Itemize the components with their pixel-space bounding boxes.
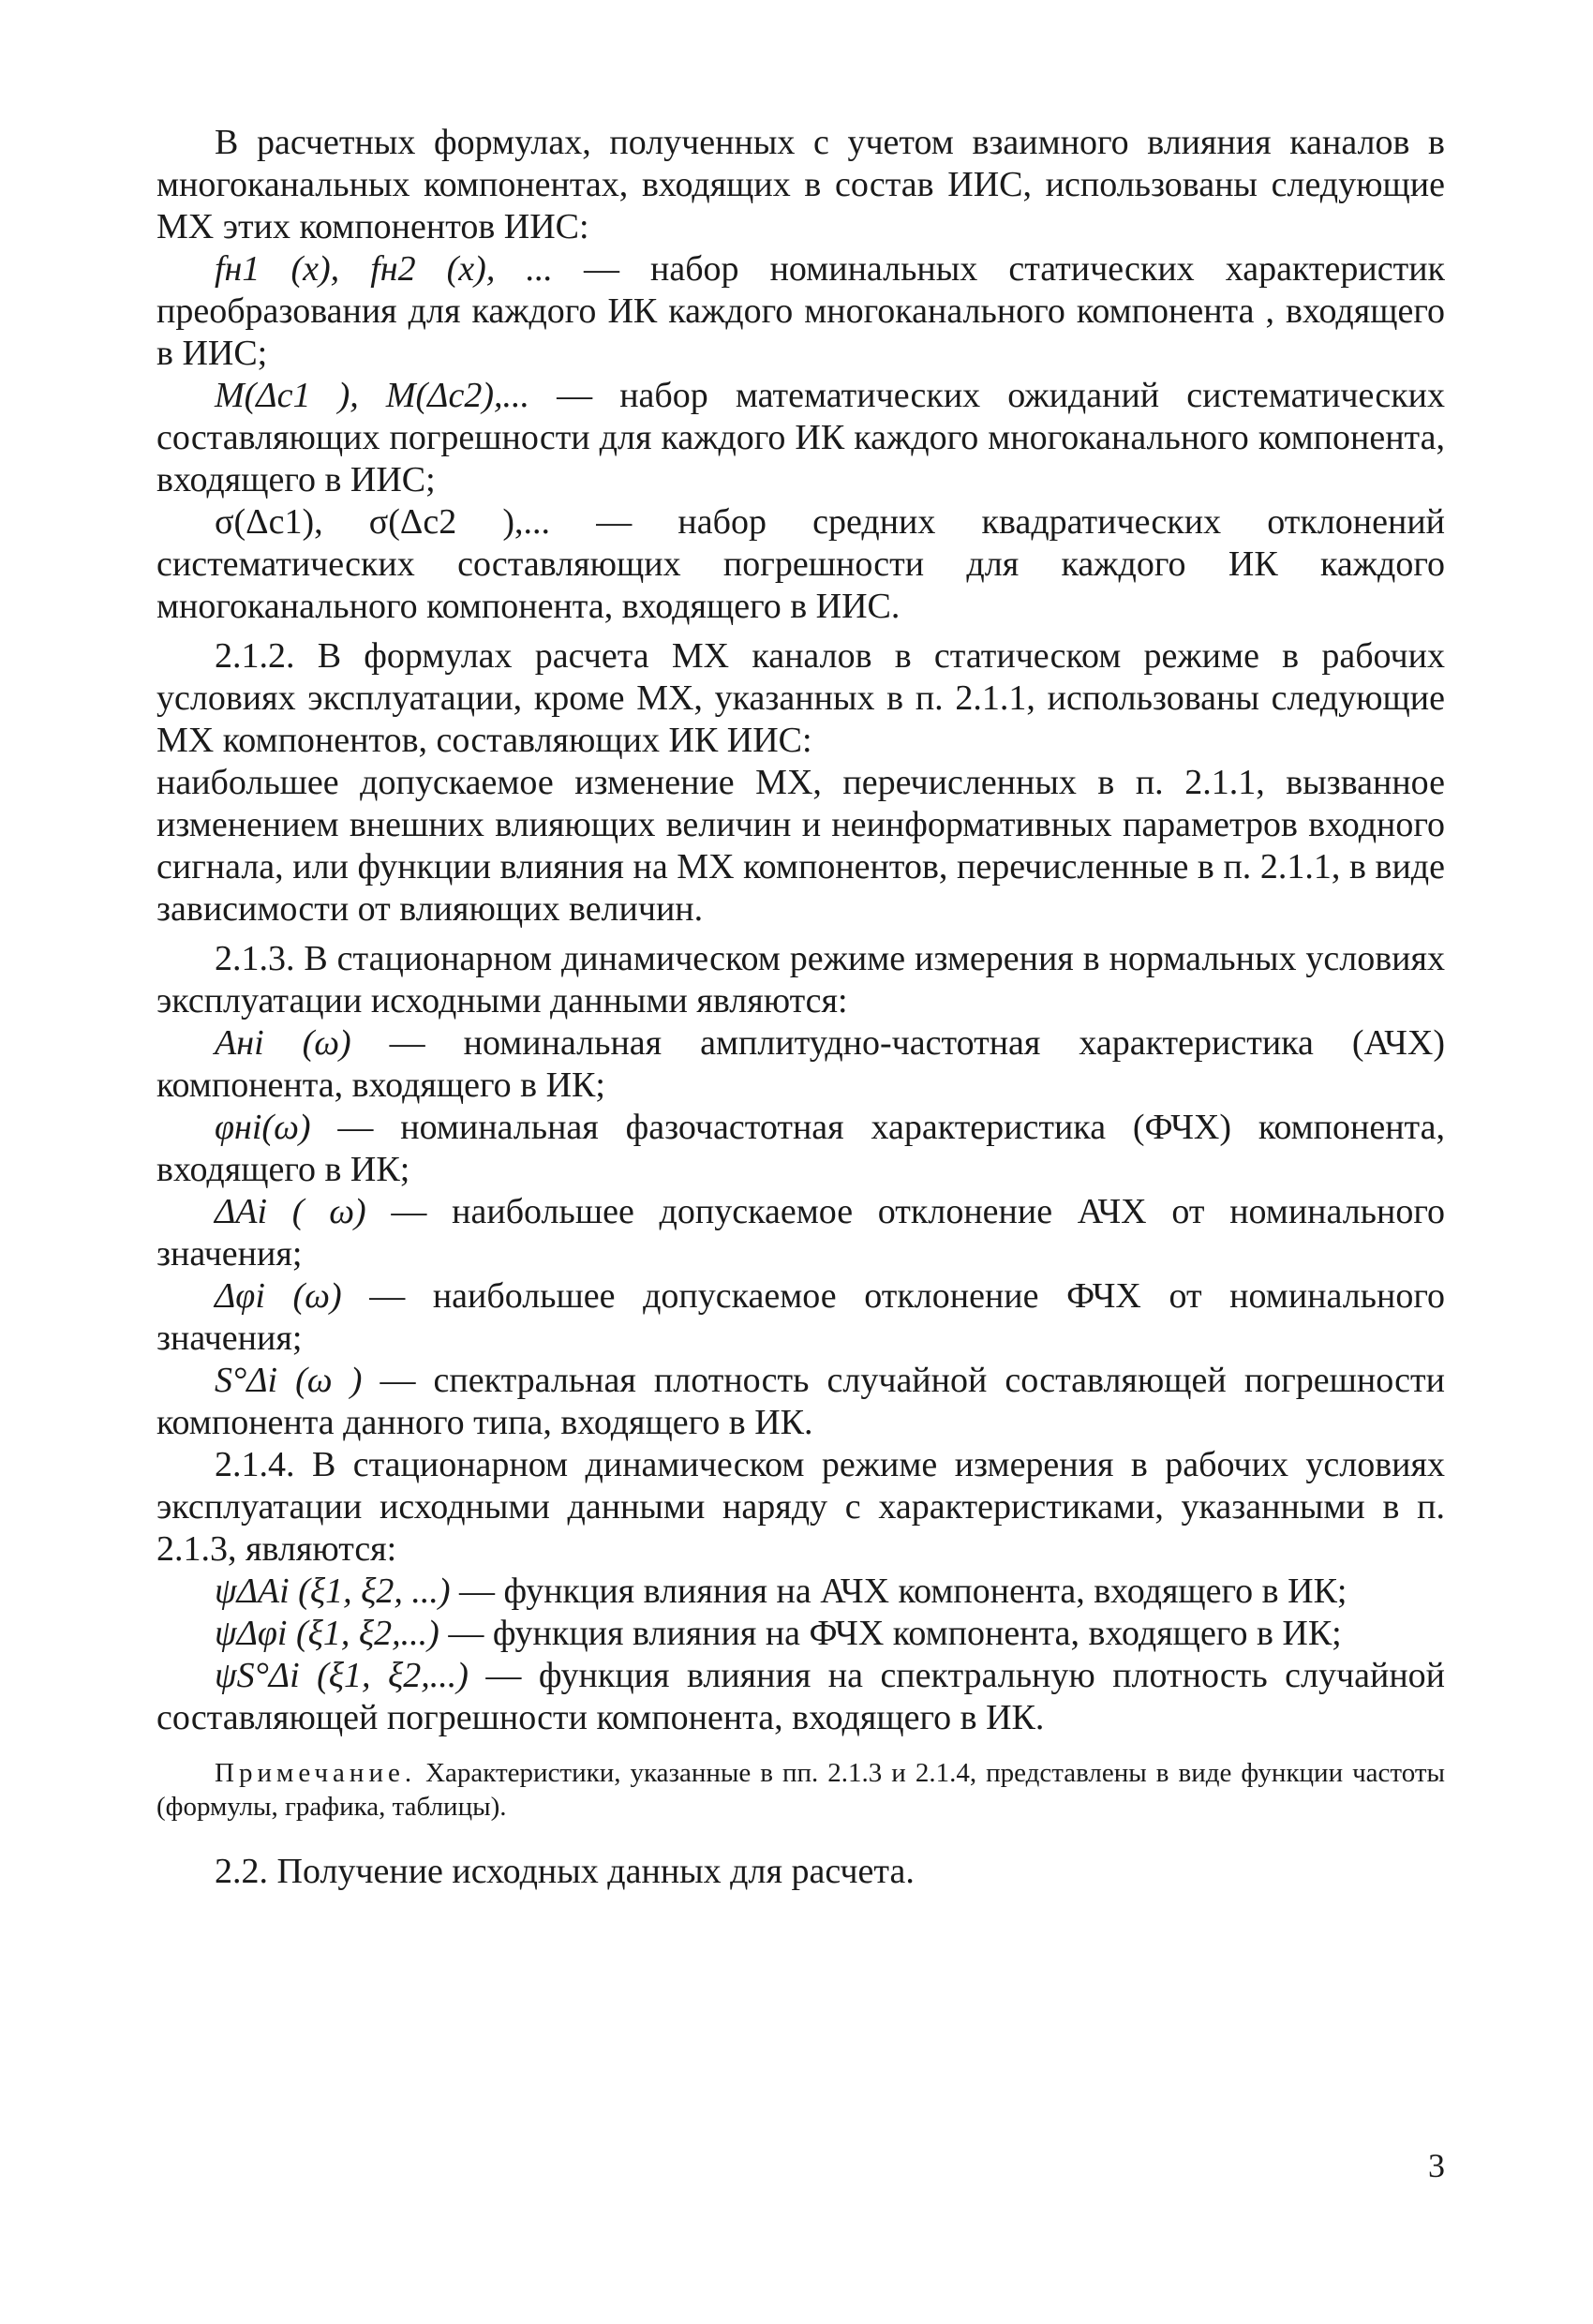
intro-paragraph: В расчетных формулах, полученных с учетом взаимного влияния каналов в многоканальных компонентах, входящих в состав ИИС, использованы следующие МХ этих компонентов ИИС: xyxy=(156,123,1445,246)
list-item xyxy=(156,375,1445,501)
formula-symbol: Δφi (ω) xyxy=(215,1276,342,1316)
formula-symbol: fн1 (x), fн2 (x), ... xyxy=(215,249,553,289)
list-item xyxy=(156,1655,1445,1739)
formula-symbol: ψΔφi (ξ1, ξ2,...) xyxy=(215,1614,439,1653)
list-item xyxy=(156,501,1445,628)
section-2-2-heading: 2.2. Получение исходных данных для расчета. xyxy=(215,1852,915,1891)
formula-description: — наибольшее допускаемое отклонение АЧХ от номинального значения; xyxy=(156,1192,1445,1274)
formula-description: — функция влияния на спектральную плотность случайной составляющей погрешности компонента, входящего в ИК. xyxy=(156,1656,1445,1737)
formula-symbol: ψS°Δi (ξ1, ξ2,...) xyxy=(215,1656,469,1695)
list-item xyxy=(156,1191,1445,1275)
clause-2-1-2-item: наибольшее допускаемое изменение МХ, перечисленных в п. 2.1.1, вызванное изменением внешних влияющих величин и неинформативных параметров входного сигнала, или функции влияния на МХ компонентов, перечисленные в п. 2.1.1, в виде зависимости от влияющих величин. xyxy=(156,763,1445,929)
note-lead: Примечание. xyxy=(215,1758,417,1788)
formula-description: — функция влияния на ФЧХ компонента, входящего в ИК; xyxy=(439,1614,1342,1653)
formula-description: — спектральная плотность случайной составляющей погрешности компонента данного типа, входящего в ИК. xyxy=(156,1361,1445,1442)
formula-description: — набор средних квадратических отклонений систематических составляющих погрешности для каждого ИК каждого многоканального компонента, входящего в ИИС. xyxy=(156,502,1445,626)
document-page xyxy=(156,122,1445,1893)
formula-description: — номинальная фазочастотная характеристика (ФЧХ) компонента, входящего в ИК; xyxy=(156,1108,1445,1189)
formula-description: — функция влияния на АЧХ компонента, входящего в ИК; xyxy=(450,1572,1347,1611)
formula-description: — номинальная амплитудно-частотная характеристика (АЧХ) компонента, входящего в ИК; xyxy=(156,1023,1445,1105)
list-item xyxy=(156,1571,1445,1613)
formula-symbol: φнi(ω) xyxy=(215,1108,311,1147)
formula-description: — наибольшее допускаемое отклонение ФЧХ от номинального значения; xyxy=(156,1276,1445,1358)
formula-symbol: ΔAi ( ω) xyxy=(215,1192,366,1231)
formula-description: — набор математических ожиданий систематических составляющих погрешности для каждого ИК каждого многоканального компонента, входящего в ИИС; xyxy=(156,376,1445,499)
clause-2-1-2: 2.1.2. В формулах расчета МХ каналов в статическом режиме в рабочих условиях эксплуатации, кроме МХ, указанных в п. 2.1.1, использованы следующие МХ компонентов, составляющих ИК ИИС: xyxy=(156,636,1445,760)
list-item xyxy=(156,1022,1445,1107)
formula-symbol: Aнi (ω) xyxy=(215,1023,351,1063)
formula-symbol: S°Δi (ω ) xyxy=(215,1361,363,1400)
formula-symbol: M(Δc1 ), M(Δc2),... xyxy=(215,376,529,415)
list-item xyxy=(156,1275,1445,1360)
formula-symbol: ψΔAi (ξ1, ξ2, ...) xyxy=(215,1572,451,1611)
formula-description: — набор номинальных статических характеристик преобразования для каждого ИК каждого многоканального компонента , входящего в ИИС; xyxy=(156,249,1445,373)
list-item xyxy=(156,248,1445,375)
note-text: Характеристики, указанные в пп. 2.1.3 и 2.1.4, представлены в виде функции частоты (формулы, графика, таблицы). xyxy=(156,1758,1445,1822)
list-item xyxy=(156,1107,1445,1191)
formula-symbol: σ(Δc1), σ(Δc2 ),... xyxy=(215,502,551,542)
list-item xyxy=(156,1360,1445,1444)
page-number: 3 xyxy=(1428,2147,1445,2184)
clause-2-1-4: 2.1.4. В стационарном динамическом режиме измерения в рабочих условиях эксплуатации исходными данными наряду с характеристиками, указанными в п. 2.1.3, являются: xyxy=(156,1445,1445,1569)
note-paragraph xyxy=(156,1756,1445,1824)
clause-2-1-3: 2.1.3. В стационарном динамическом режиме измерения в нормальных условиях эксплуатации исходными данными являются: xyxy=(156,939,1445,1020)
list-item xyxy=(156,1613,1445,1655)
